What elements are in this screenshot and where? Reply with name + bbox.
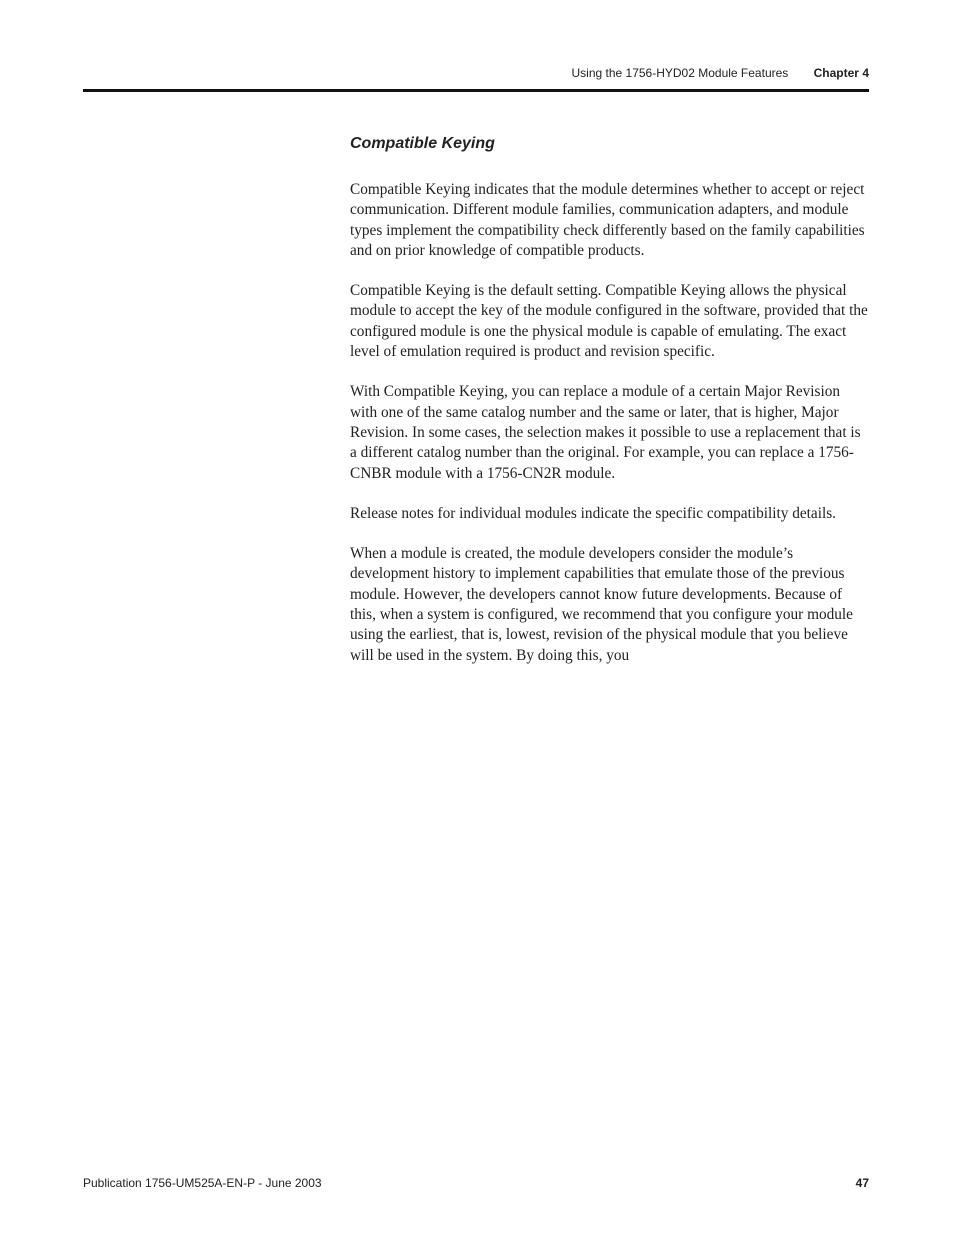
page-number: 47 <box>855 1176 869 1190</box>
chapter-label: Chapter 4 <box>813 66 869 80</box>
main-content <box>350 132 870 686</box>
header-rule <box>83 89 869 92</box>
section-heading: Compatible Keying <box>350 135 495 152</box>
page-footer <box>83 1176 869 1196</box>
paragraph-3: With Compatible Keying, you can replace a module of a certain Major Revision with one of the same catalog number and the same or later, that is higher, Major Revision. In some cases, the selection makes it possible to use a replacement that is a different catalog number than the original. For example, you can replace a 1756-CNBR module with a 1756-CN2R module. <box>350 383 861 482</box>
paragraph-2: Compatible Keying is the default setting. Compatible Keying allows the physical module to accept the key of the module configured in the software, provided that the configured module is one the physical module is capable of emulating. The exact level of emulation required is product and revision specific. <box>350 282 868 361</box>
header-text <box>572 66 870 80</box>
page-header <box>83 60 869 88</box>
publication-info: Publication 1756-UM525A-EN-P - June 2003 <box>83 1176 322 1190</box>
paragraph-5: When a module is created, the module developers consider the module’s development history to implement capabilities that emulate those of the previous module. However, the developers cannot know future developments. Because of this, when a system is configured, we recommend that you configure your module using the earliest, that is, lowest, revision of the physical module that you believe will be used in the system. By doing this, you <box>350 545 853 664</box>
running-title: Using the 1756-HYD02 Module Features <box>571 66 789 80</box>
paragraph-1: Compatible Keying indicates that the module determines whether to accept or reject communication. Different module families, communication adapters, and module types implement the compatibility check differently based on the family capabilities and on prior knowledge of compatible products. <box>350 181 865 259</box>
paragraph-4: Release notes for individual modules indicate the specific compatibility details. <box>350 504 836 522</box>
